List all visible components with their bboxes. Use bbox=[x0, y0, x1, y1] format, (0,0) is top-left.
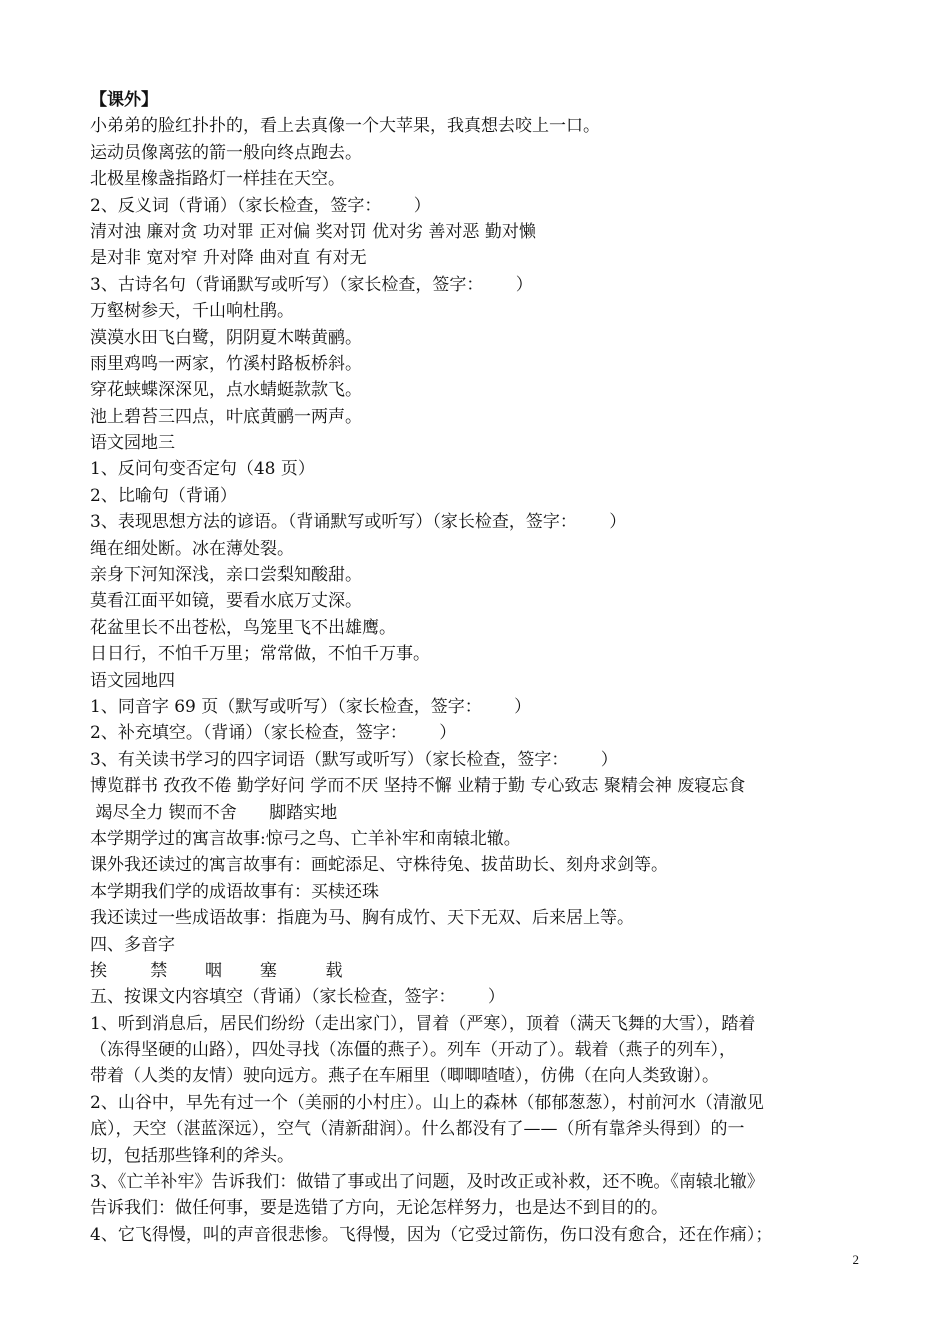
text-line: 是对非 宽对窄 升对降 曲对直 有对无 bbox=[90, 248, 367, 269]
document-body bbox=[90, 87, 880, 1248]
text-line: 语文园地四 bbox=[90, 670, 175, 691]
text-line: 1、反问句变否定句（48 页） bbox=[90, 459, 315, 480]
text-line: 语文园地三 bbox=[90, 433, 175, 454]
text-line: 2、反义词（背诵）（家长检查，签字： ） bbox=[90, 195, 431, 216]
text-line: 运动员像离弦的箭一般向终点跑去。 bbox=[90, 142, 362, 163]
text-line: 1、听到消息后，居民们纷纷（走出家门），冒着（严寒），顶着（满天飞舞的大雪），踏着 bbox=[90, 1013, 756, 1034]
text-line: 课外我还读过的寓言故事有：画蛇添足、守株待兔、拔苗助长、刻舟求剑等。 bbox=[90, 855, 668, 876]
text-line: 万壑树参天，千山响杜鹃。 bbox=[90, 301, 294, 322]
text-line: 3、表现思想方法的谚语。（背诵默写或听写）（家长检查，签字： ） bbox=[90, 512, 627, 533]
text-line: 绳在细处断。冰在薄处裂。 bbox=[90, 538, 294, 559]
text-line: 切，包括那些锋利的斧头。 bbox=[90, 1145, 294, 1166]
text-line: 花盆里长不出苍松，鸟笼里飞不出雄鹰。 bbox=[90, 617, 396, 638]
text-line: 竭尽全力 锲而不舍 脚踏实地 bbox=[90, 802, 338, 823]
text-line: 3、有关读书学习的四字词语（默写或听写）（家长检查，签字： ） bbox=[90, 749, 618, 770]
text-line: 池上碧苔三四点，叶底黄鹂一两声。 bbox=[90, 406, 362, 427]
text-line: 五、按课文内容填空（背诵）（家长检查，签字： ） bbox=[90, 987, 505, 1008]
text-line: 日日行，不怕千万里；常常做，不怕千万事。 bbox=[90, 644, 430, 665]
text-line: 带着（人类的友情）驶向远方。燕子在车厢里（唧唧喳喳），仿佛（在向人类致谢）。 bbox=[90, 1066, 719, 1087]
text-line: 2、比喻句（背诵） bbox=[90, 485, 237, 506]
text-line: 本学期我们学的成语故事有：买椟还珠 bbox=[90, 881, 379, 902]
text-line: 雨里鸡鸣一两家，竹溪村路板桥斜。 bbox=[90, 353, 362, 374]
text-line: 莫看江面平如镜，要看水底万丈深。 bbox=[90, 591, 362, 612]
text-line: 2、山谷中，早先有过一个（美丽的小村庄）。山上的森林（郁郁葱葱），村前河水（清澈见 bbox=[90, 1092, 764, 1113]
text-line: （冻得坚硬的山路），四处寻找（冻僵的燕子）。列车（开动了）。载着（燕子的列车）， bbox=[90, 1040, 736, 1061]
section-heading: 【课外】 bbox=[90, 90, 158, 110]
text-line: 漠漠水田飞白鹭，阴阴夏木啭黄鹂。 bbox=[90, 327, 362, 348]
text-line: 3、古诗名句（背诵默写或听写）（家长检查，签字： ） bbox=[90, 274, 533, 295]
text-line: 挨 禁 咽 塞 载 bbox=[90, 960, 343, 981]
text-line: 亲身下河知深浅，亲口尝梨知酸甜。 bbox=[90, 565, 362, 586]
text-line: 告诉我们：做任何事，要是选错了方向，无论怎样努力，也是达不到目的的。 bbox=[90, 1198, 668, 1219]
text-line: 3、《亡羊补牢》告诉我们：做错了事或出了问题，及时改正或补救，还不晚。《南辕北辙》 bbox=[90, 1172, 764, 1193]
text-line: 4、它飞得慢，叫的声音很悲惨。飞得慢，因为（它受过箭伤，伤口没有愈合，还在作痛）； bbox=[90, 1224, 773, 1245]
text-line: 小弟弟的脸红扑扑的，看上去真像一个大苹果，我真想去咬上一口。 bbox=[90, 116, 600, 137]
text-line: 清对浊 廉对贪 功对罪 正对偏 奖对罚 优对劣 善对恶 勤对懒 bbox=[90, 221, 536, 242]
text-line: 底），天空（湛蓝深远），空气（清新甜润）。什么都没有了——（所有靠斧头得到）的一 bbox=[90, 1119, 745, 1140]
text-line: 穿花蛱蝶深深见，点水蜻蜓款款飞。 bbox=[90, 380, 362, 401]
text-line: 2、补充填空。（背诵）（家长检查，签字： ） bbox=[90, 723, 457, 744]
page-number: 2 bbox=[852, 1252, 859, 1267]
text-line: 四、多音字 bbox=[90, 934, 175, 955]
text-line: 博览群书 孜孜不倦 勤学好问 学而不厌 坚持不懈 业精于勤 专心致志 聚精会神 废寝忘食 bbox=[90, 776, 746, 797]
text-line: 1、同音字 69 页（默写或听写）（家长检查，签字： ） bbox=[90, 696, 532, 717]
text-line: 本学期学过的寓言故事:惊弓之鸟、亡羊补牢和南辕北辙。 bbox=[90, 828, 521, 849]
text-line: 我还读过一些成语故事：指鹿为马、胸有成竹、天下无双、后来居上等。 bbox=[90, 908, 634, 929]
text-line: 北极星橡盏指路灯一样挂在天空。 bbox=[90, 169, 345, 190]
